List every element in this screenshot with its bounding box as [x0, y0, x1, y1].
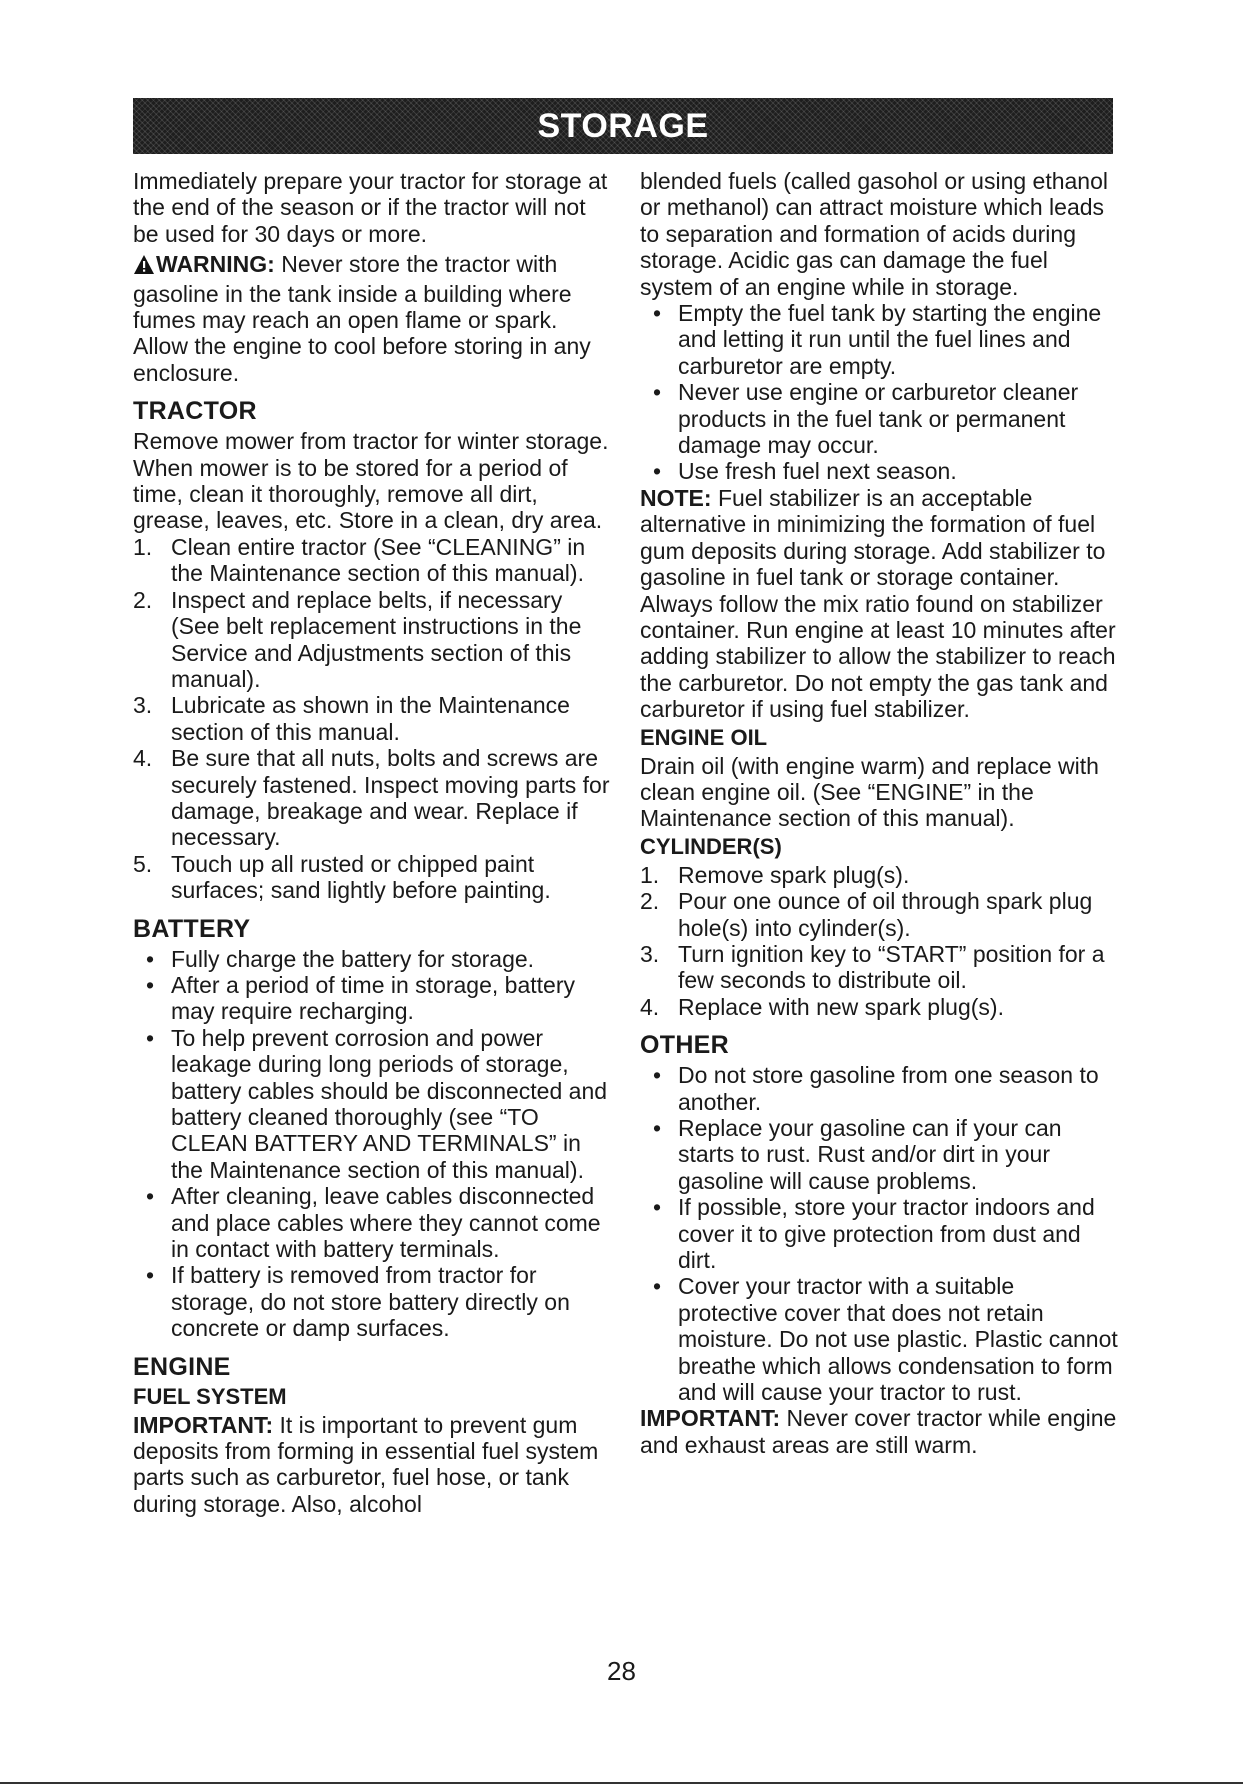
other-heading: OTHER	[640, 1031, 729, 1060]
list-item: • Never use engine or carburetor cleaner products in the fuel tank or permanent damage may occur.	[653, 379, 1079, 459]
warning-text: Never store the tractor with gasoline in the tank inside a building where fumes may reach an open flame or spark. Allow the engine to cool before storing in any enclosure.	[133, 251, 591, 386]
battery-bullets	[133, 946, 613, 1342]
list-item: 5. Touch up all rusted or chipped paint surfaces; sand lightly before painting.	[133, 850, 551, 904]
left-column	[133, 168, 613, 1517]
list-item: • To help prevent corrosion and power leakage during long periods of storage, battery cables should be disconnected and battery cleaned thoroughly (see “TO CLEAN BATTERY AND TERMINALS” in the Maintenance section of this manual).	[146, 1024, 608, 1183]
fuel-bullets	[640, 300, 1118, 485]
list-item: • Cover your tractor with a suitable protective cover that does not retain moisture. Do not use plastic. Plastic cannot breathe which allows condensation to form and will cause your tractor to rust.	[653, 1273, 1118, 1406]
engine-oil-heading: ENGINE OIL	[640, 724, 768, 750]
right-column	[640, 168, 1118, 1458]
list-item: • Do not store gasoline from one season to another.	[653, 1062, 1099, 1115]
list-item: 2. Inspect and replace belts, if necessary (See belt replacement instructions in the Service and Adjustments section of this manual).	[133, 586, 582, 692]
battery-heading: BATTERY	[133, 914, 251, 943]
page-number: 28	[607, 1656, 636, 1686]
warning-label: WARNING:	[156, 251, 275, 278]
list-item: • If possible, store your tractor indoors and cover it to give protection from dust and dirt.	[653, 1194, 1095, 1274]
list-item: • Replace your gasoline can if your can starts to rust. Rust and/or dirt in your gasoline will cause problems.	[653, 1115, 1062, 1194]
cylinder-steps-list	[640, 862, 1118, 1020]
section-banner	[133, 98, 1113, 154]
list-item: 1. Clean entire tractor (See “CLEANING” in the Maintenance section of this manual).	[133, 533, 586, 587]
note-label: NOTE:	[640, 484, 712, 511]
warning-paragraph	[133, 251, 613, 386]
bottom-divider	[0, 1782, 1243, 1784]
fuel-continued-paragraph: blended fuels (called gasohol or using ethanol or methanol) can attract moisture which leads to separation and formation of acids during storage. Acidic gas can damage the fuel system of an engine while in storage.	[640, 168, 1108, 300]
tractor-steps-list	[133, 534, 613, 904]
intro-paragraph: Immediately prepare your tractor for storage at the end of the season or if the tractor will not be used for 30 days or more.	[133, 168, 608, 247]
engine-heading: ENGINE	[133, 1352, 231, 1381]
note-paragraph	[640, 485, 1118, 723]
list-item: • After a period of time in storage, battery may require recharging.	[146, 971, 575, 1025]
list-item: • Empty the fuel tank by starting the engine and letting it run until the fuel lines and carburetor are empty.	[653, 300, 1102, 379]
section-title: STORAGE	[537, 106, 709, 145]
list-item: 3. Turn ignition key to “START” position for a few seconds to distribute oil.	[640, 940, 1105, 994]
note-text: Fuel stabilizer is an acceptable alternative in minimizing the formation of fuel gum deposits during storage. Add stabilizer to gasoline in fuel tank or storage container. Always follow the mix ratio found on stabilizer container. Run engine at least 10 minutes after adding stabilizer to allow the stabilizer to reach the carburetor. Do not empty the gas tank and carburetor if using fuel stabilizer.	[640, 484, 1116, 723]
fuel-system-heading: FUEL SYSTEM	[133, 1383, 287, 1409]
important-text: It is important to prevent gum deposits from forming in essential fuel system parts such as carburetor, fuel hose, or tank during storage. Also, alcohol	[133, 1411, 599, 1517]
list-item: • If battery is removed from tractor for storage, do not store battery directly on concrete or damp surfaces.	[146, 1262, 570, 1342]
important-label: IMPORTANT:	[640, 1405, 781, 1432]
warning-triangle-icon	[133, 254, 155, 280]
other-important-paragraph	[640, 1405, 1118, 1458]
list-item: • Fully charge the battery for storage.	[146, 945, 535, 972]
list-item: 4. Replace with new spark plug(s).	[640, 993, 1004, 1020]
tractor-intro: Remove mower from tractor for winter storage. When mower is to be stored for a period of time, clean it thoroughly, remove all dirt, grease, leaves, etc. Store in a clean, dry area.	[133, 428, 609, 534]
engine-oil-paragraph: Drain oil (with engine warm) and replace with clean engine oil. (See “ENGINE” in the Maintenance section of this manual).	[640, 752, 1099, 832]
list-item: • Use fresh fuel next season.	[653, 458, 957, 485]
cylinders-heading: CYLINDER(S)	[640, 833, 782, 859]
fuel-important-paragraph	[133, 1412, 613, 1518]
list-item: • After cleaning, leave cables disconnected and place cables where they cannot come in contact with battery terminals.	[146, 1183, 601, 1263]
list-item: 1. Remove spark plug(s).	[640, 861, 910, 888]
important-label: IMPORTANT:	[133, 1411, 274, 1438]
important-text: Never cover tractor while engine and exhaust areas are still warm.	[640, 1405, 1117, 1458]
list-item: 3. Lubricate as shown in the Maintenance section of this manual.	[133, 692, 570, 745]
tractor-heading: TRACTOR	[133, 397, 257, 426]
list-item: 4. Be sure that all nuts, bolts and screws are securely fastened. Inspect moving parts for damage, breakage and wear. Replace if necessary.	[133, 745, 610, 851]
list-item: 2. Pour one ounce of oil through spark plug hole(s) into cylinder(s).	[640, 888, 1093, 941]
other-bullets	[640, 1062, 1118, 1405]
